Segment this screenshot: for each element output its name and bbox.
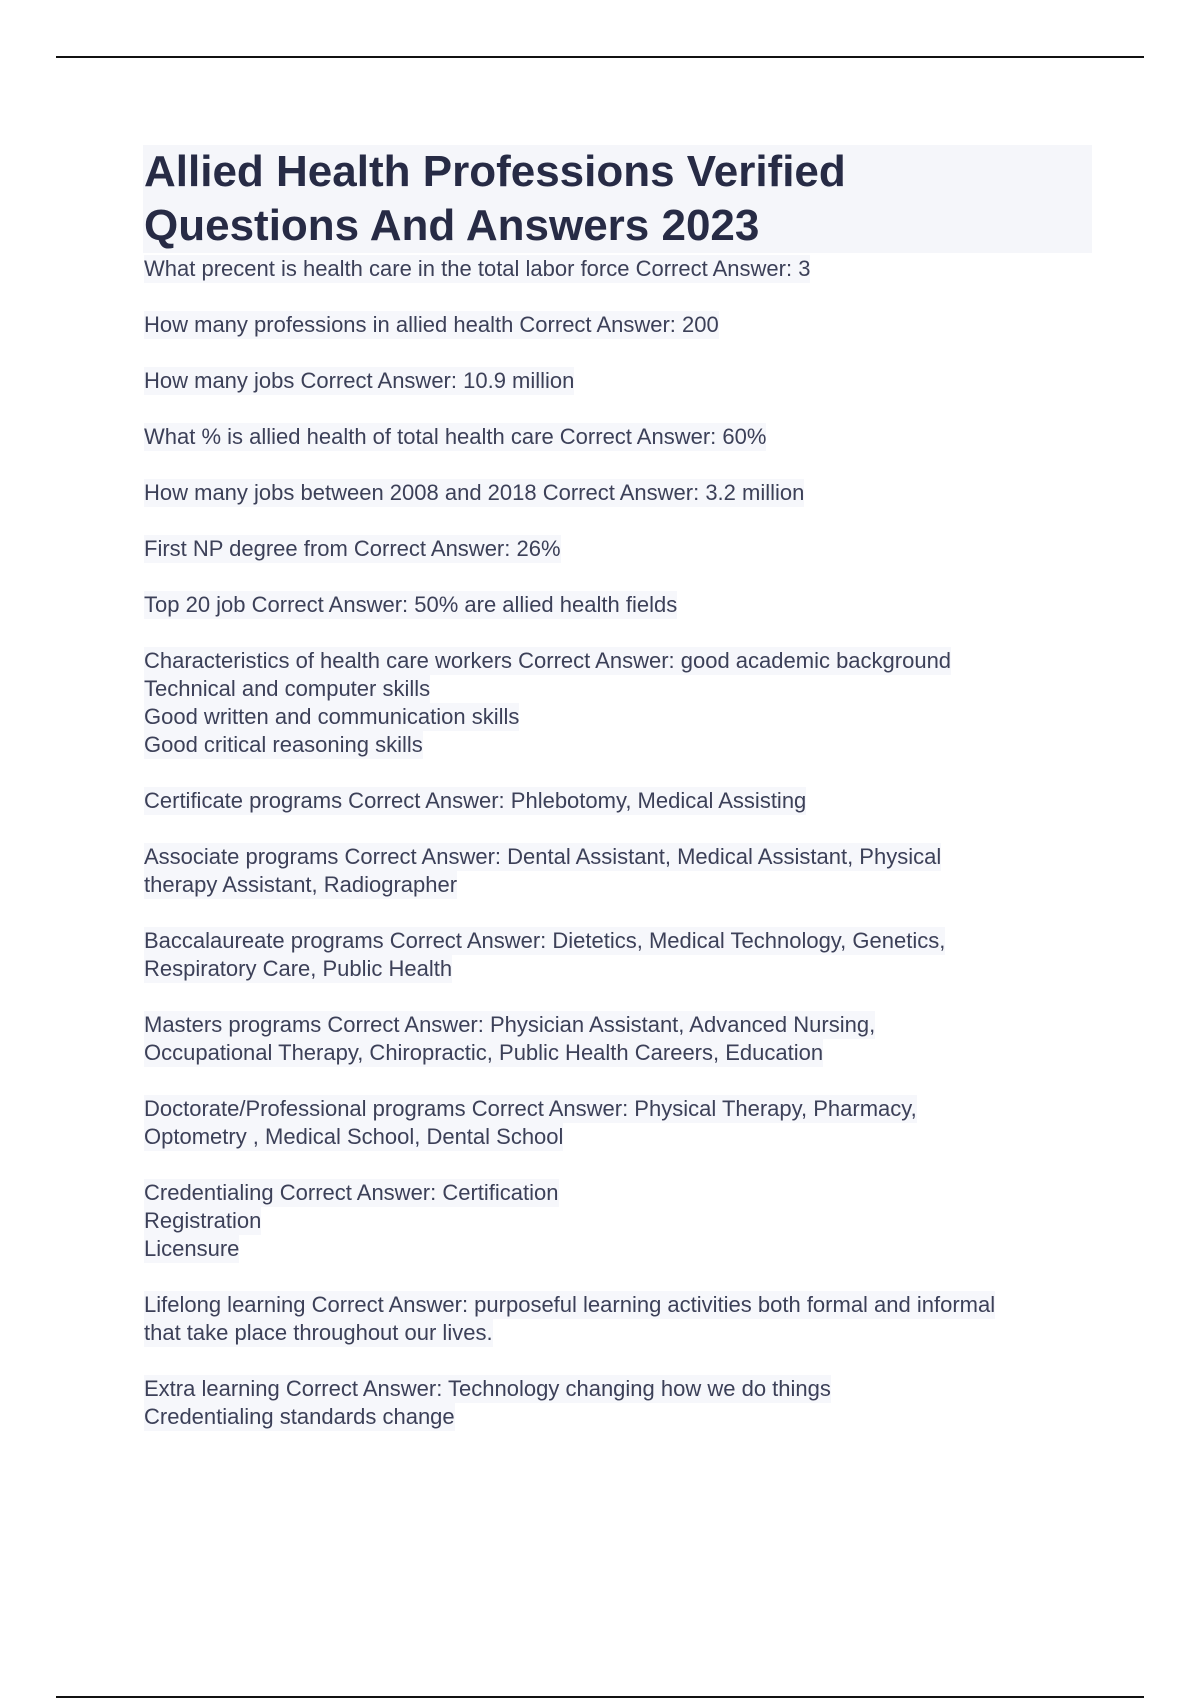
- qa-item-line: How many jobs Correct Answer: 10.9 million: [144, 368, 575, 393]
- qa-item: [144, 423, 1094, 451]
- qa-item: [144, 479, 1094, 507]
- qa-item-line: that take place throughout our lives.: [144, 1320, 493, 1345]
- qa-item-line: Associate programs Correct Answer: Dental Assistant, Medical Assistant, Physical: [144, 844, 942, 869]
- qa-item: [144, 535, 1094, 563]
- qa-item-line: How many professions in allied health Correct Answer: 200: [144, 312, 719, 337]
- qa-list: [144, 255, 1094, 1431]
- qa-item-line: therapy Assistant, Radiographer: [144, 872, 458, 897]
- qa-item-line: Masters programs Correct Answer: Physician Assistant, Advanced Nursing,: [144, 1012, 876, 1037]
- qa-item-line: Occupational Therapy, Chiropractic, Public Health Careers, Education: [144, 1040, 824, 1065]
- qa-item: [144, 367, 1094, 395]
- qa-item-line: Credentialing standards change: [144, 1404, 455, 1429]
- qa-item: [144, 1375, 1094, 1431]
- qa-item: [144, 843, 1094, 899]
- qa-item: [144, 255, 1094, 283]
- qa-item-line: Lifelong learning Correct Answer: purposeful learning activities both formal and informal: [144, 1292, 996, 1317]
- qa-item-line: What precent is health care in the total labor force Correct Answer: 3: [144, 256, 811, 281]
- qa-item: [144, 1095, 1094, 1151]
- qa-item: [144, 787, 1094, 815]
- qa-item: [144, 1291, 1094, 1347]
- qa-item-line: Technical and computer skills: [144, 676, 431, 701]
- qa-item-line: Extra learning Correct Answer: Technology changing how we do things: [144, 1376, 831, 1401]
- title-block: [143, 145, 1092, 253]
- qa-item-line: Good critical reasoning skills: [144, 732, 423, 757]
- bottom-rule: [56, 1696, 1144, 1698]
- qa-item-line: How many jobs between 2008 and 2018 Correct Answer: 3.2 million: [144, 480, 805, 505]
- document-body: [144, 145, 1094, 1459]
- qa-item-line: Top 20 job Correct Answer: 50% are allied health fields: [144, 592, 678, 617]
- qa-item-line: Credentialing Correct Answer: Certification: [144, 1180, 559, 1205]
- qa-item: [144, 927, 1094, 983]
- qa-item-line: Good written and communication skills: [144, 704, 520, 729]
- qa-item-line: Optometry , Medical School, Dental School: [144, 1124, 564, 1149]
- qa-item: [144, 591, 1094, 619]
- qa-item-line: Characteristics of health care workers Correct Answer: good academic background: [144, 648, 952, 673]
- qa-item: [144, 1179, 1094, 1263]
- top-rule: [56, 56, 1144, 58]
- qa-item-line: Respiratory Care, Public Health: [144, 956, 453, 981]
- qa-item-line: Registration: [144, 1208, 262, 1233]
- qa-item: [144, 647, 1094, 759]
- page-title-line-2: Questions And Answers 2023: [144, 201, 760, 250]
- qa-item-line: Baccalaureate programs Correct Answer: Dietetics, Medical Technology, Genetics,: [144, 928, 946, 953]
- qa-item-line: First NP degree from Correct Answer: 26%: [144, 536, 561, 561]
- qa-item-line: Doctorate/Professional programs Correct Answer: Physical Therapy, Pharmacy,: [144, 1096, 917, 1121]
- page-title-line-1: Allied Health Professions Verified: [144, 147, 846, 196]
- qa-item-line: What % is allied health of total health care Correct Answer: 60%: [144, 424, 767, 449]
- page-title: [144, 145, 1092, 253]
- qa-item: [144, 1011, 1094, 1067]
- qa-item: [144, 311, 1094, 339]
- qa-item-line: Certificate programs Correct Answer: Phlebotomy, Medical Assisting: [144, 788, 807, 813]
- qa-item-line: Licensure: [144, 1236, 240, 1261]
